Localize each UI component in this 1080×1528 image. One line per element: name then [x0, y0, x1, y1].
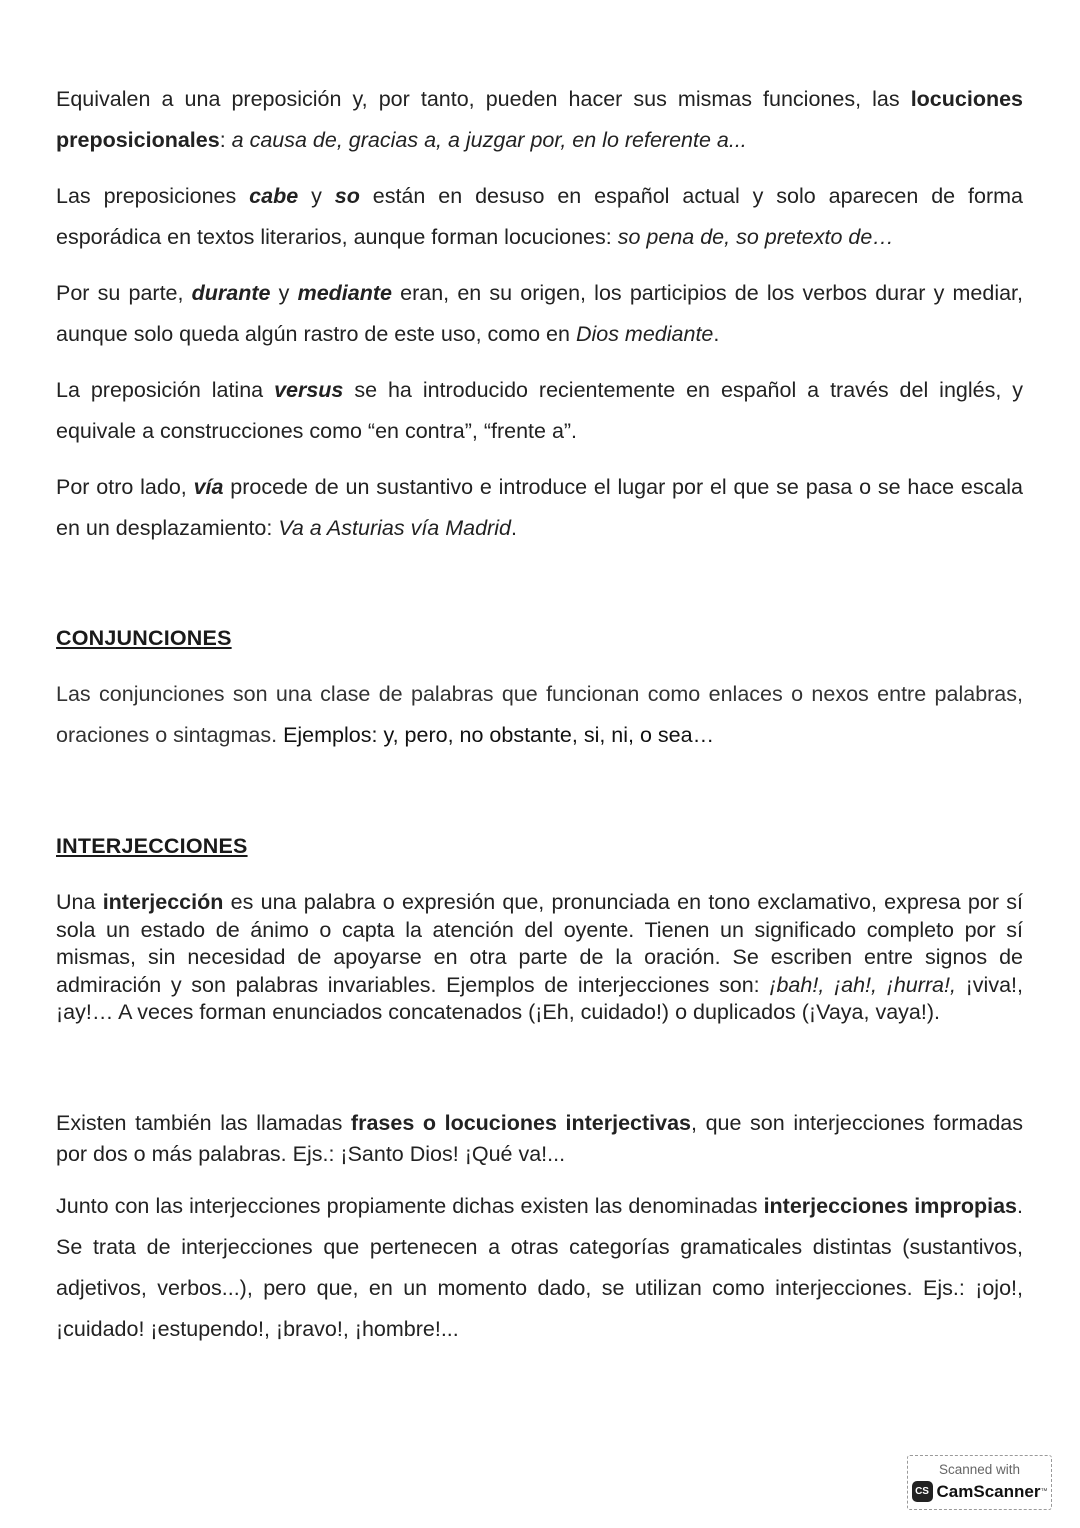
italic-examples: a causa de, gracias a, a juzgar por, en lo referente a...: [231, 128, 747, 152]
text-segment: Junto con las interjecciones propiamente dichas existen las denominadas: [56, 1194, 764, 1218]
text-segment: eran, en su origen, los participios de los verbos durar y mediar, aunque solo queda algún rastro de este uso, como en: [56, 281, 1023, 346]
paragraph-interjeccion-definicion: [56, 889, 1023, 1027]
watermark-caption: Scanned with: [938, 1462, 1021, 1477]
text-segment: se ha introducido recientemente en español a través del inglés, y equivale a construcciones como “en contra”, “frente a”.: [56, 378, 1023, 443]
paragraph-versus: [56, 370, 1023, 452]
bold-term: interjección: [102, 890, 224, 914]
trademark-symbol: ™: [1040, 1488, 1048, 1495]
bold-italic-term: vía: [193, 475, 224, 499]
camscanner-logo-icon: CS: [912, 1481, 933, 1502]
italic-example: Va a Asturias vía Madrid: [278, 516, 511, 540]
bold-italic-term: so: [334, 184, 360, 208]
italic-examples: so pena de, so pretexto de…: [617, 225, 894, 249]
text-segment: Por su parte,: [56, 281, 192, 305]
paragraph-locuciones-interjectivas: [56, 1108, 1023, 1170]
bold-italic-term: durante: [191, 281, 271, 305]
paragraph-conjunciones: [56, 674, 1023, 756]
text-segment: procede de un sustantivo e introduce el lugar por el que se pasa o se hace escala en un desplazamiento:: [56, 475, 1024, 540]
bold-term: interjecciones impropias: [763, 1194, 1018, 1218]
paragraph-interjecciones-impropias: [56, 1186, 1023, 1350]
paragraph-via: [56, 467, 1023, 549]
text-segment: . Se trata de interjecciones que pertenecen a otras categorías gramaticales distintas (sustantivos, adjetivos, verbos...), pero que, en un momento dado, se utilizan como interjecciones. Ejs.: ¡ojo!, ¡cuidado! ¡estupendo!, ¡bravo!, ¡hombre!...: [56, 1194, 1023, 1341]
bold-italic-term: cabe: [249, 184, 299, 208]
heading-interjecciones: INTERJECCIONES: [56, 834, 248, 858]
italic-examples: ¡bah!, ¡ah!, ¡hurra!,: [769, 972, 956, 997]
paragraph-cabe-so: [56, 176, 1023, 258]
text-segment: Una: [56, 890, 103, 914]
text-segment: están en desuso en español actual y solo aparecen de forma esporádica en textos literarios, aunque forman locuciones:: [56, 184, 1023, 249]
paragraph-durante-mediante: [56, 273, 1023, 355]
text-segment: Las preposiciones: [56, 184, 250, 208]
bold-term: locuciones preposicionales: [56, 87, 1023, 152]
text-segment: y: [270, 281, 298, 305]
text-segment: Equivalen a una preposición y, por tanto, pueden hacer sus mismas funciones, las: [56, 87, 911, 111]
bold-italic-term: mediante: [297, 281, 392, 305]
bold-italic-term: versus: [274, 378, 344, 402]
text-segment: Existen también las llamadas: [56, 1111, 351, 1135]
text-segment: .: [713, 322, 720, 346]
text-segment: Las conjunciones son una clase de palabras que funcionan como enlaces o nexos entre palabras, oraciones o sintagmas.: [56, 682, 1023, 747]
text-segment: , que son interjecciones formadas por dos o más palabras. Ejs.: ¡Santo Dios! ¡Qué va!...: [56, 1111, 1024, 1166]
text-segment: La preposición latina: [56, 378, 275, 402]
bold-term: frases o locuciones interjectivas: [350, 1111, 692, 1135]
text-segment: ¡viva!, ¡ay!… A veces forman enunciados concatenados (¡Eh, cuidado!) o duplicados (¡Vaya, vaya!).: [56, 972, 1023, 1024]
heading-conjunciones: CONJUNCIONES: [56, 626, 232, 650]
text-segment: Por otro lado,: [56, 475, 194, 499]
watermark-brand: [908, 1481, 1051, 1502]
text-segment: y: [298, 184, 335, 208]
italic-example: Dios mediante: [575, 322, 714, 346]
text-segment: Ejemplos: y, pero, no obstante, si, ni, o sea…: [277, 723, 715, 747]
text-segment: es una palabra o expresión que, pronunciada en tono exclamativo, expresa por sí sola un estado de ánimo o capta la atención del oyente. Tienen un significado completo por sí mismas, sin necesidad de apoyarse en otra parte de la oración. Se escriben entre signos de admiración y son palabras invariables. Ejemplos de interjecciones son:: [56, 890, 1023, 997]
watermark-brand-name: CamScanner: [936, 1481, 1041, 1501]
paragraph-locuciones-preposicionales: [56, 79, 1023, 161]
camscanner-watermark: [907, 1455, 1052, 1510]
text-segment: :: [219, 128, 232, 152]
text-segment: .: [510, 516, 517, 540]
